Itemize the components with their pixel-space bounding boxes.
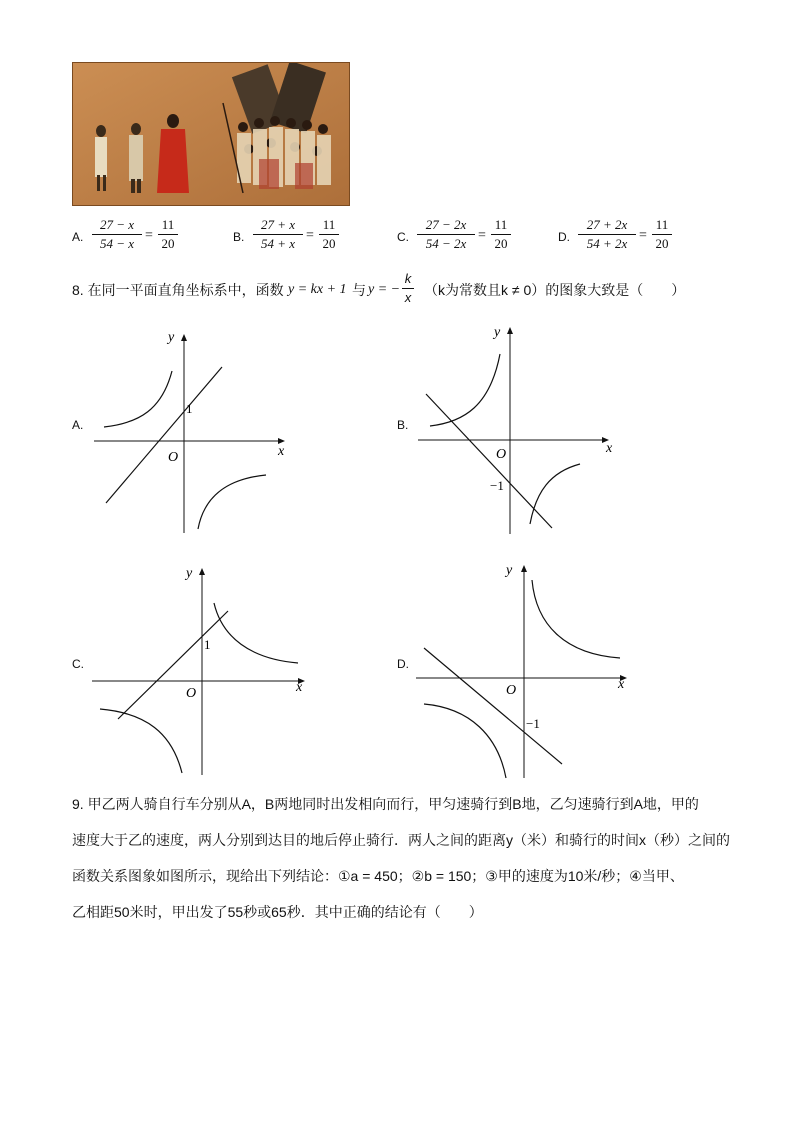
graph-d[interactable]: [414, 560, 632, 782]
graph-b[interactable]: [414, 322, 624, 537]
option-label: C.: [397, 230, 409, 244]
denominator: 20: [319, 234, 339, 253]
fraction-left: [578, 216, 636, 253]
denominator: x: [402, 288, 414, 307]
line-graph: [426, 394, 552, 528]
fraction-left: [253, 216, 303, 253]
denominator: 54 + x: [253, 234, 303, 253]
option-label: A.: [72, 230, 84, 244]
line-graph: [424, 648, 562, 764]
y-axis-label: y: [168, 330, 175, 345]
numerator: 27 + x: [260, 217, 296, 232]
fraction-left: [417, 216, 475, 253]
equals-sign: =: [145, 228, 153, 243]
equals-sign: =: [639, 228, 647, 243]
q8-condition: （k为常数且k ≠ 0）的图象大致是（ ）: [424, 282, 686, 298]
hyperbola-branch: [100, 709, 182, 773]
q9-line: 速度大于乙的速度，两人分别到达目的地后停止骑行．两人之间的距离y（米）和骑行的时间x（秒）之间的: [72, 832, 730, 848]
hyperbola-branch: [530, 464, 580, 524]
q8-prefix: 8. 在同一平面直角坐标系中，函数: [72, 282, 284, 298]
origin-label: O: [496, 447, 507, 462]
numerator: 11: [494, 217, 508, 232]
fraction-right: [491, 216, 511, 253]
equals-sign: =: [306, 228, 314, 243]
numerator: 11: [655, 217, 669, 232]
option-label: D.: [558, 230, 570, 244]
graph-b-label: B.: [397, 418, 409, 432]
origin-label: O: [168, 450, 179, 465]
x-axis-label: x: [606, 441, 613, 456]
intercept-label: −1: [490, 478, 504, 493]
origin-label: O: [506, 683, 517, 698]
hyperbola-branch: [198, 475, 266, 529]
hyperbola-branch: [532, 580, 620, 658]
origin-label: O: [186, 686, 197, 701]
q7-options: [72, 216, 752, 260]
option-label: B.: [233, 230, 245, 244]
fraction-right: [319, 216, 339, 253]
graph-a-label: A.: [72, 418, 84, 432]
fraction-right: [652, 216, 672, 253]
numerator: 27 − x: [99, 217, 135, 232]
q9-line: 函数关系图象如图所示，现给出下列结论：①a = 450；②b = 150；③甲的速度为10米/秒；④当甲、: [72, 868, 684, 884]
hyperbola-branch: [430, 354, 500, 426]
intercept-label: 1: [204, 637, 211, 652]
x-axis-label: x: [278, 444, 285, 459]
fraction-right: [158, 216, 178, 253]
y-axis-label: y: [494, 325, 501, 340]
numerator: 27 − 2x: [425, 217, 467, 232]
denominator: 20: [491, 234, 511, 253]
line-graph: [118, 611, 228, 719]
denominator: 54 − 2x: [417, 234, 475, 253]
historical-painting-image: [72, 62, 350, 206]
equals-sign: =: [478, 228, 486, 243]
numerator: 11: [322, 217, 336, 232]
y-axis-label: y: [506, 563, 513, 578]
graph-c[interactable]: [90, 563, 310, 778]
hyperbola-branch: [424, 704, 506, 778]
y-axis-label: y: [186, 566, 193, 581]
q8-connector: 与: [352, 282, 366, 298]
hyperbola-branch: [104, 371, 172, 427]
q8-function-2-fraction: [402, 270, 414, 307]
graph-a[interactable]: [90, 325, 300, 537]
numerator: k: [404, 271, 412, 286]
denominator: 54 + 2x: [578, 234, 636, 253]
q9-line: 9. 甲乙两人骑自行车分别从A，B两地同时出发相向而行，甲匀速骑行到B地，乙匀速骑行到A地，甲的: [72, 796, 699, 812]
q8-question: [72, 271, 752, 316]
x-axis-label: x: [296, 680, 303, 695]
intercept-label: 1: [186, 401, 193, 416]
fraction-left: [92, 216, 142, 253]
q8-function-1: y = kx + 1: [288, 282, 347, 297]
numerator: 11: [161, 217, 175, 232]
graph-c-label: C.: [72, 657, 84, 671]
q8-function-2-lhs: y = −: [368, 282, 401, 297]
q9-line: 乙相距50米时，甲出发了55秒或65秒．其中正确的结论有（ ）: [72, 904, 483, 920]
x-axis-label: x: [618, 677, 625, 692]
q9-question: [72, 786, 732, 930]
denominator: 20: [158, 234, 178, 253]
line-graph: [106, 367, 222, 503]
numerator: 27 + 2x: [586, 217, 628, 232]
denominator: 20: [652, 234, 672, 253]
graph-d-label: D.: [397, 657, 409, 671]
denominator: 54 − x: [92, 234, 142, 253]
intercept-label: −1: [526, 716, 540, 731]
